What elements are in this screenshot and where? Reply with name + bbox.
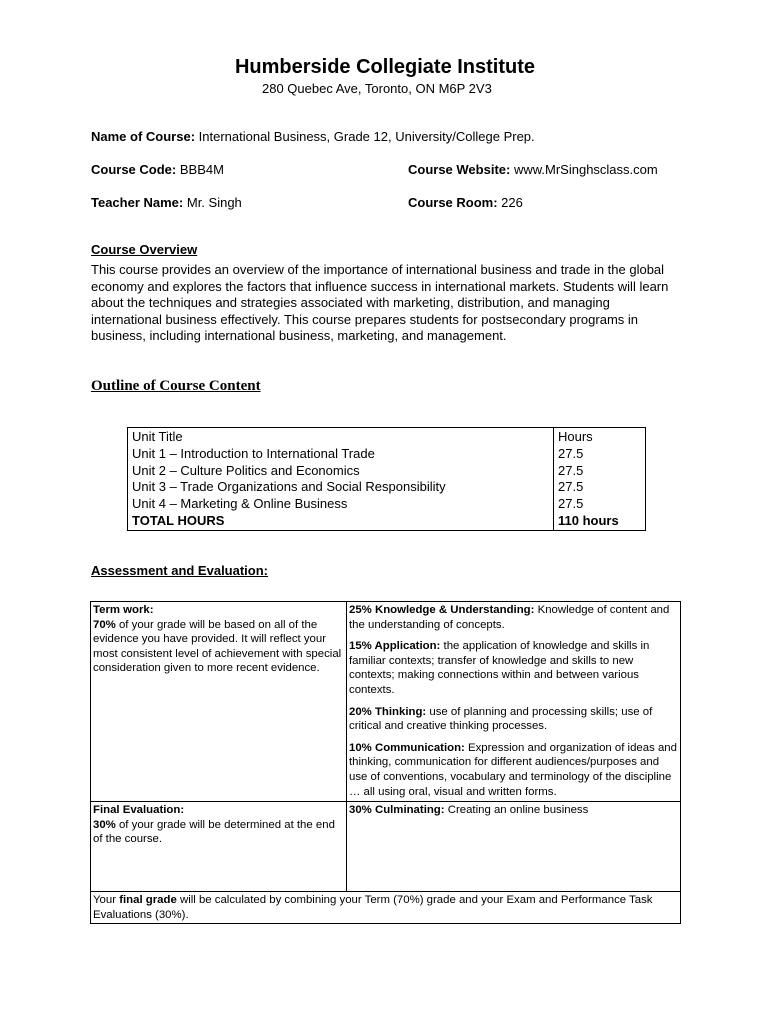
- course-website-label: Course Website:: [408, 162, 511, 177]
- teacher-name-label: Teacher Name:: [91, 195, 184, 210]
- culminating-cell: [347, 802, 681, 892]
- final-evaluation-percent: 30%: [93, 818, 116, 831]
- assessment-heading: Assessment and Evaluation:: [91, 563, 268, 578]
- outline-heading: Outline of Course Content: [91, 378, 261, 394]
- unit-table: [127, 427, 646, 531]
- category-text: Knowledge of content and the understanding of concepts.: [349, 604, 670, 631]
- term-work-percent: 70%: [93, 618, 116, 631]
- unit-table-header-row: [128, 428, 646, 446]
- school-address: 280 Quebec Ave, Toronto, ON M6P 2V3: [262, 81, 492, 96]
- category-text: use of planning and processing skills; use of critical and creative thinking processes.: [349, 705, 653, 733]
- final-grade-summary: [91, 892, 681, 924]
- school-title: Humberside Collegiate Institute: [234, 56, 536, 78]
- table-row: [128, 463, 646, 480]
- course-name-value: International Business, Grade 12, University/College Prep.: [195, 129, 535, 144]
- final-evaluation-row: [91, 802, 681, 892]
- teacher-name-field: [91, 195, 242, 210]
- summary-text-end: will be calculated by combining your Term (70%) grade and your Exam and Performance Task Evaluations (30%).: [93, 894, 653, 921]
- communication-category: [349, 741, 678, 799]
- culminating-label: 30% Culminating:: [349, 804, 445, 817]
- course-overview-body: This course provides an overview of the importance of international business and trade in the global economy and explores the factors that influence success in international markets. Students will learn about the techniques and strategies associated with marketing, distribution, and managing international business effectively. This course prepares students for postsecondary programs in business, including international business, marketing, and management.: [91, 262, 669, 344]
- unit-title-cell: Unit 3 – Trade Organizations and Social Responsibility: [128, 479, 554, 496]
- category-cell: [347, 602, 681, 802]
- course-room-value: 226: [497, 195, 523, 210]
- summary-text-start: Your: [93, 894, 120, 907]
- course-room-field: [408, 195, 523, 210]
- course-room-label: Course Room:: [408, 195, 498, 210]
- term-work-text: of your grade will be based on all of the evidence you have provided. It will reflect your most consistent level of achievement with special consideration given to more recent evidence.: [93, 618, 342, 675]
- thinking-category: [349, 705, 678, 734]
- category-text: Expression and organization of ideas and thinking, communication for different audiences/purposes and use of conventions, vocabulary and terminology of the discipline … all using oral, visual and written forms.: [349, 741, 677, 798]
- category-text: the application of knowledge and skills in familiar contexts; transfer of knowledge and skills to new contexts; making connections within and between various contexts.: [349, 640, 650, 696]
- hours-header: Hours: [554, 428, 646, 446]
- application-category: [349, 639, 678, 697]
- table-row: [128, 496, 646, 513]
- unit-title-header: Unit Title: [128, 428, 554, 446]
- course-overview-heading: Course Overview: [91, 242, 198, 257]
- table-row: [128, 479, 646, 496]
- final-evaluation-heading: Final Evaluation:: [93, 804, 185, 817]
- unit-hours-cell: 27.5: [554, 463, 646, 480]
- culminating-text: Creating an online business: [444, 804, 589, 817]
- category-label: 20% Thinking:: [349, 705, 427, 718]
- final-evaluation-cell: [91, 802, 347, 892]
- total-hours-label: TOTAL HOURS: [128, 513, 554, 530]
- teacher-name-value: Mr. Singh: [183, 195, 242, 210]
- course-name-field: [91, 129, 535, 144]
- course-code-label: Course Code:: [91, 162, 177, 177]
- table-row: [128, 446, 646, 463]
- unit-hours-cell: 27.5: [554, 496, 646, 513]
- term-work-cell: [91, 602, 347, 802]
- course-code-value: BBB4M: [176, 162, 224, 177]
- assessment-table: [90, 601, 681, 924]
- unit-title-cell: Unit 1 – Introduction to International Trade: [128, 446, 554, 463]
- term-work-row: [91, 602, 681, 802]
- course-name-label: Name of Course:: [91, 129, 196, 144]
- total-hours-value: 110 hours: [554, 513, 646, 530]
- category-label: 25% Knowledge & Understanding:: [349, 604, 535, 616]
- course-website-value: www.MrSinghsclass.com: [510, 162, 658, 177]
- unit-title-cell: Unit 4 – Marketing & Online Business: [128, 496, 554, 513]
- category-label: 10% Communication:: [349, 741, 465, 754]
- summary-bold-text: final grade: [119, 894, 177, 907]
- final-evaluation-text: of your grade will be determined at the end of the course.: [93, 818, 335, 846]
- summary-row: [91, 892, 681, 924]
- course-code-field: [91, 162, 224, 177]
- knowledge-category: [349, 603, 678, 632]
- course-website-field: [408, 162, 658, 177]
- unit-title-cell: Unit 2 – Culture Politics and Economics: [128, 463, 554, 480]
- unit-hours-cell: 27.5: [554, 479, 646, 496]
- category-label: 15% Application:: [349, 640, 441, 653]
- term-work-heading: Term work:: [93, 604, 154, 616]
- unit-hours-cell: 27.5: [554, 446, 646, 463]
- total-row: [128, 513, 646, 530]
